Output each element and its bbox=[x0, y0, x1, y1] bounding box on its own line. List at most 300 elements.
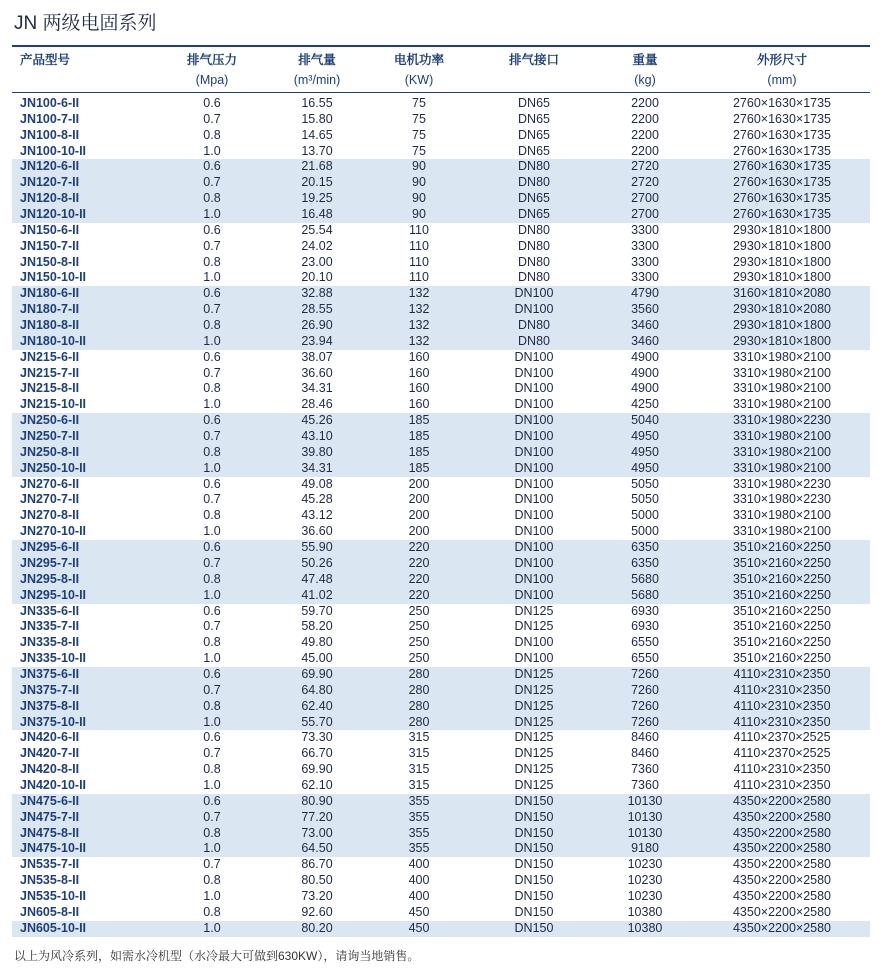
cell-outlet: DN100 bbox=[514, 651, 554, 666]
cell-motor-power: 280 bbox=[408, 666, 430, 681]
cell-dimensions: 3510×2160×2250 bbox=[732, 587, 832, 602]
cell-air-delivery: 21.68 bbox=[301, 159, 333, 174]
cell-model: JN375-7-II bbox=[20, 682, 80, 697]
cell-weight: 3300 bbox=[631, 270, 659, 285]
cell-motor-power: 132 bbox=[408, 318, 430, 333]
cell-motor-power: 355 bbox=[408, 825, 430, 840]
cell-weight: 3300 bbox=[631, 222, 659, 237]
cell-dimensions: 3310×1980×2230 bbox=[732, 492, 832, 507]
cell-model: JN120-7-II bbox=[20, 175, 80, 190]
cell-outlet: DN100 bbox=[514, 286, 554, 301]
table-row bbox=[12, 223, 870, 239]
cell-motor-power: 200 bbox=[408, 492, 430, 507]
cell-motor-power: 315 bbox=[408, 777, 430, 792]
cell-outlet: DN80 bbox=[518, 175, 550, 190]
cell-pressure: 1.0 bbox=[203, 270, 221, 285]
cell-dimensions: 3310×1980×2100 bbox=[732, 365, 832, 380]
cell-pressure: 0.6 bbox=[203, 159, 221, 174]
cell-outlet: DN150 bbox=[514, 888, 554, 903]
table-row bbox=[12, 255, 870, 271]
cell-model: JN270-10-II bbox=[20, 524, 87, 539]
cell-weight: 10230 bbox=[627, 888, 663, 903]
cell-outlet: DN150 bbox=[514, 873, 554, 888]
cell-pressure: 0.6 bbox=[203, 413, 221, 428]
table-row bbox=[12, 112, 870, 128]
cell-weight: 5680 bbox=[631, 587, 659, 602]
cell-weight: 10130 bbox=[627, 809, 663, 824]
header-air-delivery bbox=[267, 50, 367, 90]
cell-model: JN295-8-II bbox=[20, 571, 80, 586]
cell-weight: 2200 bbox=[631, 111, 659, 126]
cell-outlet: DN65 bbox=[518, 111, 550, 126]
cell-outlet: DN100 bbox=[514, 413, 554, 428]
cell-outlet: DN150 bbox=[514, 825, 554, 840]
cell-pressure: 1.0 bbox=[203, 524, 221, 539]
table-row bbox=[12, 746, 870, 762]
cell-weight: 5050 bbox=[631, 476, 659, 491]
cell-pressure: 1.0 bbox=[203, 587, 221, 602]
cell-air-delivery: 69.90 bbox=[301, 666, 333, 681]
table-row bbox=[12, 524, 870, 540]
cell-dimensions: 2760×1630×1735 bbox=[732, 175, 832, 190]
cell-outlet: DN65 bbox=[518, 143, 550, 158]
cell-model: JN100-8-II bbox=[20, 127, 80, 142]
cell-weight: 4950 bbox=[631, 460, 659, 475]
cell-motor-power: 90 bbox=[412, 175, 426, 190]
cell-dimensions: 2760×1630×1735 bbox=[732, 96, 832, 110]
table-row bbox=[12, 350, 870, 366]
cell-motor-power: 315 bbox=[408, 746, 430, 761]
cell-dimensions: 2930×1810×2080 bbox=[732, 302, 832, 317]
cell-dimensions: 4110×2370×2525 bbox=[733, 730, 831, 745]
cell-weight: 6350 bbox=[631, 555, 659, 570]
cell-model: JN605-10-II bbox=[20, 920, 87, 935]
cell-outlet: DN125 bbox=[514, 762, 554, 777]
table-row bbox=[12, 572, 870, 588]
cell-model: JN420-8-II bbox=[20, 762, 80, 777]
cell-outlet: DN100 bbox=[514, 571, 554, 586]
cell-pressure: 0.7 bbox=[203, 238, 221, 253]
cell-weight: 2720 bbox=[631, 175, 659, 190]
cell-model: JN215-6-II bbox=[20, 349, 80, 364]
cell-outlet: DN150 bbox=[514, 793, 554, 808]
cell-pressure: 1.0 bbox=[203, 888, 221, 903]
cell-pressure: 0.6 bbox=[203, 603, 221, 618]
cell-model: JN180-6-II bbox=[20, 286, 80, 301]
cell-dimensions: 2930×1810×1800 bbox=[732, 222, 832, 237]
header-label: 排气量 bbox=[298, 53, 336, 67]
table-row bbox=[12, 477, 870, 493]
cell-air-delivery: 47.48 bbox=[301, 571, 333, 586]
cell-weight: 3460 bbox=[631, 318, 659, 333]
table-row bbox=[12, 318, 870, 334]
cell-outlet: DN80 bbox=[518, 159, 550, 174]
header-pressure bbox=[162, 50, 262, 90]
cell-weight: 6550 bbox=[631, 651, 659, 666]
page-title: JN 两级电固系列 bbox=[14, 13, 157, 34]
cell-outlet: DN150 bbox=[514, 809, 554, 824]
cell-model: JN270-7-II bbox=[20, 492, 80, 507]
cell-dimensions: 3510×2160×2250 bbox=[732, 540, 832, 555]
cell-weight: 4250 bbox=[631, 397, 659, 412]
cell-pressure: 1.0 bbox=[203, 777, 221, 792]
cell-pressure: 0.8 bbox=[203, 762, 221, 777]
cell-motor-power: 355 bbox=[408, 841, 430, 856]
footnote: 以上为风冷系列，如需水冷机型（水冷最大可做到630KW），请询当地销售。 bbox=[14, 949, 420, 963]
cell-pressure: 0.7 bbox=[203, 111, 221, 126]
cell-model: JN150-7-II bbox=[20, 238, 80, 253]
cell-pressure: 0.7 bbox=[203, 809, 221, 824]
cell-dimensions: 2930×1810×1800 bbox=[732, 333, 832, 348]
table-row bbox=[12, 794, 870, 810]
cell-weight: 2200 bbox=[631, 127, 659, 142]
table-row bbox=[12, 96, 870, 112]
cell-pressure: 1.0 bbox=[203, 460, 221, 475]
table-row bbox=[12, 159, 870, 175]
table-header bbox=[12, 50, 870, 93]
cell-weight: 7260 bbox=[631, 666, 659, 681]
cell-air-delivery: 39.80 bbox=[301, 444, 333, 459]
table-row bbox=[12, 921, 870, 937]
cell-air-delivery: 25.54 bbox=[301, 222, 333, 237]
cell-outlet: DN125 bbox=[514, 698, 554, 713]
table-row bbox=[12, 619, 870, 635]
cell-pressure: 0.6 bbox=[203, 349, 221, 364]
cell-dimensions: 4350×2200×2580 bbox=[732, 841, 832, 856]
cell-outlet: DN80 bbox=[518, 333, 550, 348]
cell-outlet: DN100 bbox=[514, 635, 554, 650]
cell-air-delivery: 69.90 bbox=[301, 762, 333, 777]
cell-air-delivery: 62.40 bbox=[301, 698, 333, 713]
cell-model: JN335-6-II bbox=[20, 603, 80, 618]
cell-dimensions: 2930×1810×1800 bbox=[732, 270, 832, 285]
cell-motor-power: 315 bbox=[408, 730, 430, 745]
cell-motor-power: 90 bbox=[412, 207, 426, 222]
cell-model: JN250-8-II bbox=[20, 444, 80, 459]
cell-weight: 10130 bbox=[627, 793, 663, 808]
table-row bbox=[12, 492, 870, 508]
cell-outlet: DN100 bbox=[514, 460, 554, 475]
cell-weight: 5050 bbox=[631, 492, 659, 507]
cell-pressure: 0.6 bbox=[203, 96, 221, 110]
cell-motor-power: 220 bbox=[408, 555, 430, 570]
table-row bbox=[12, 191, 870, 207]
cell-dimensions: 3310×1980×2230 bbox=[732, 413, 832, 428]
cell-outlet: DN100 bbox=[514, 397, 554, 412]
cell-air-delivery: 23.00 bbox=[301, 254, 333, 269]
cell-model: JN420-10-II bbox=[20, 777, 87, 792]
cell-dimensions: 4110×2310×2350 bbox=[733, 666, 831, 681]
cell-motor-power: 185 bbox=[408, 429, 430, 444]
cell-motor-power: 132 bbox=[408, 302, 430, 317]
cell-pressure: 0.8 bbox=[203, 571, 221, 586]
cell-pressure: 0.7 bbox=[203, 746, 221, 761]
header-outlet bbox=[484, 50, 584, 70]
table-row bbox=[12, 286, 870, 302]
cell-pressure: 0.6 bbox=[203, 540, 221, 555]
cell-weight: 7260 bbox=[631, 698, 659, 713]
header-unit: (KW) bbox=[404, 73, 434, 87]
cell-model: JN180-7-II bbox=[20, 302, 80, 317]
cell-air-delivery: 59.70 bbox=[301, 603, 333, 618]
cell-dimensions: 3510×2160×2250 bbox=[732, 619, 832, 634]
cell-air-delivery: 49.80 bbox=[301, 635, 333, 650]
cell-air-delivery: 55.70 bbox=[301, 714, 333, 729]
cell-model: JN150-8-II bbox=[20, 254, 80, 269]
cell-air-delivery: 80.50 bbox=[301, 873, 333, 888]
table-row bbox=[12, 334, 870, 350]
table-row bbox=[12, 397, 870, 413]
cell-dimensions: 4350×2200×2580 bbox=[732, 857, 832, 872]
cell-air-delivery: 32.88 bbox=[301, 286, 333, 301]
cell-motor-power: 110 bbox=[409, 222, 429, 237]
cell-outlet: DN100 bbox=[514, 365, 554, 380]
cell-model: JN100-6-II bbox=[20, 96, 80, 110]
table-row bbox=[12, 826, 870, 842]
cell-pressure: 0.7 bbox=[203, 429, 221, 444]
cell-dimensions: 2760×1630×1735 bbox=[732, 143, 832, 158]
cell-dimensions: 3310×1980×2100 bbox=[732, 508, 832, 523]
cell-pressure: 0.7 bbox=[203, 555, 221, 570]
table-row bbox=[12, 857, 870, 873]
cell-weight: 2200 bbox=[631, 143, 659, 158]
cell-weight: 7360 bbox=[631, 777, 659, 792]
cell-air-delivery: 73.30 bbox=[301, 730, 333, 745]
cell-air-delivery: 45.28 bbox=[301, 492, 333, 507]
cell-air-delivery: 73.20 bbox=[301, 888, 333, 903]
cell-motor-power: 250 bbox=[408, 651, 430, 666]
cell-model: JN120-10-II bbox=[20, 207, 87, 222]
cell-weight: 4900 bbox=[631, 381, 659, 396]
table-row bbox=[12, 841, 870, 857]
cell-dimensions: 3510×2160×2250 bbox=[732, 603, 832, 618]
cell-air-delivery: 64.80 bbox=[301, 682, 333, 697]
cell-model: JN215-8-II bbox=[20, 381, 80, 396]
cell-model: JN375-6-II bbox=[20, 666, 80, 681]
table-row bbox=[12, 508, 870, 524]
cell-motor-power: 132 bbox=[408, 286, 430, 301]
cell-dimensions: 2760×1630×1735 bbox=[732, 127, 832, 142]
cell-motor-power: 160 bbox=[408, 381, 430, 396]
cell-dimensions: 3510×2160×2250 bbox=[732, 555, 832, 570]
cell-weight: 8460 bbox=[631, 730, 659, 745]
cell-pressure: 0.6 bbox=[203, 222, 221, 237]
cell-outlet: DN80 bbox=[518, 254, 550, 269]
cell-weight: 10380 bbox=[627, 904, 663, 919]
cell-outlet: DN100 bbox=[514, 429, 554, 444]
cell-air-delivery: 16.55 bbox=[301, 96, 333, 110]
cell-weight: 6930 bbox=[631, 603, 659, 618]
cell-outlet: DN100 bbox=[514, 349, 554, 364]
cell-motor-power: 200 bbox=[408, 508, 430, 523]
header-unit: (Mpa) bbox=[195, 73, 229, 87]
cell-model: JN250-10-II bbox=[20, 460, 87, 475]
cell-dimensions: 3310×1980×2100 bbox=[732, 524, 832, 539]
cell-pressure: 0.8 bbox=[203, 254, 221, 269]
cell-pressure: 0.7 bbox=[203, 365, 221, 380]
cell-outlet: DN100 bbox=[514, 540, 554, 555]
cell-pressure: 0.8 bbox=[203, 381, 221, 396]
cell-dimensions: 3310×1980×2100 bbox=[732, 349, 832, 364]
cell-outlet: DN100 bbox=[514, 587, 554, 602]
cell-motor-power: 400 bbox=[408, 857, 430, 872]
table-row bbox=[12, 905, 870, 921]
cell-outlet: DN150 bbox=[514, 841, 554, 856]
table-row bbox=[12, 366, 870, 382]
cell-air-delivery: 45.26 bbox=[301, 413, 333, 428]
table-row bbox=[12, 144, 870, 160]
table-row bbox=[12, 715, 870, 731]
cell-outlet: DN125 bbox=[514, 682, 554, 697]
cell-model: JN295-10-II bbox=[20, 587, 87, 602]
cell-weight: 10230 bbox=[627, 873, 663, 888]
cell-air-delivery: 26.90 bbox=[301, 318, 333, 333]
table-row bbox=[12, 889, 870, 905]
cell-pressure: 0.6 bbox=[203, 730, 221, 745]
cell-weight: 4900 bbox=[631, 365, 659, 380]
cell-air-delivery: 19.25 bbox=[301, 191, 333, 206]
table-row bbox=[12, 635, 870, 651]
cell-outlet: DN80 bbox=[518, 238, 550, 253]
cell-pressure: 0.7 bbox=[203, 492, 221, 507]
cell-outlet: DN125 bbox=[514, 746, 554, 761]
cell-weight: 8460 bbox=[631, 746, 659, 761]
cell-weight: 6550 bbox=[631, 635, 659, 650]
cell-dimensions: 4350×2200×2580 bbox=[732, 873, 832, 888]
table-row bbox=[12, 730, 870, 746]
cell-weight: 3460 bbox=[631, 333, 659, 348]
cell-dimensions: 2930×1810×1800 bbox=[732, 238, 832, 253]
cell-pressure: 1.0 bbox=[203, 841, 221, 856]
cell-air-delivery: 80.90 bbox=[301, 793, 333, 808]
cell-motor-power: 250 bbox=[408, 603, 430, 618]
cell-dimensions: 4350×2200×2580 bbox=[732, 920, 832, 935]
cell-motor-power: 185 bbox=[408, 444, 430, 459]
cell-model: JN120-8-II bbox=[20, 191, 80, 206]
cell-air-delivery: 66.70 bbox=[301, 746, 333, 761]
cell-dimensions: 4110×2310×2350 bbox=[733, 698, 831, 713]
header-label: 排气压力 bbox=[186, 53, 237, 67]
cell-model: JN420-7-II bbox=[20, 746, 80, 761]
cell-air-delivery: 16.48 bbox=[301, 207, 333, 222]
cell-pressure: 0.7 bbox=[203, 857, 221, 872]
cell-model: JN335-7-II bbox=[20, 619, 80, 634]
cell-motor-power: 75 bbox=[412, 127, 426, 142]
cell-model: JN120-6-II bbox=[20, 159, 80, 174]
cell-dimensions: 4350×2200×2580 bbox=[732, 825, 832, 840]
cell-weight: 5000 bbox=[631, 524, 659, 539]
cell-model: JN535-8-II bbox=[20, 873, 80, 888]
cell-dimensions: 3310×1980×2230 bbox=[732, 476, 832, 491]
cell-weight: 7360 bbox=[631, 762, 659, 777]
cell-weight: 4950 bbox=[631, 444, 659, 459]
table-row bbox=[12, 540, 870, 556]
cell-dimensions: 4350×2200×2580 bbox=[732, 809, 832, 824]
cell-model: JN150-10-II bbox=[20, 270, 87, 285]
header-unit: (kg) bbox=[634, 73, 656, 87]
cell-air-delivery: 58.20 bbox=[301, 619, 333, 634]
cell-model: JN295-7-II bbox=[20, 555, 80, 570]
cell-dimensions: 3510×2160×2250 bbox=[732, 651, 832, 666]
table-row bbox=[12, 175, 870, 191]
cell-model: JN270-6-II bbox=[20, 476, 80, 491]
cell-motor-power: 160 bbox=[408, 397, 430, 412]
cell-model: JN180-8-II bbox=[20, 318, 80, 333]
cell-outlet: DN65 bbox=[518, 191, 550, 206]
cell-model: JN535-10-II bbox=[20, 888, 87, 903]
table-row bbox=[12, 445, 870, 461]
cell-pressure: 0.6 bbox=[203, 476, 221, 491]
table-row bbox=[12, 667, 870, 683]
cell-motor-power: 75 bbox=[412, 111, 426, 126]
table-row bbox=[12, 810, 870, 826]
cell-model: JN475-8-II bbox=[20, 825, 80, 840]
cell-motor-power: 110 bbox=[409, 254, 429, 269]
cell-motor-power: 220 bbox=[408, 587, 430, 602]
cell-weight: 10130 bbox=[627, 825, 663, 840]
cell-motor-power: 185 bbox=[408, 413, 430, 428]
cell-model: JN535-7-II bbox=[20, 857, 80, 872]
cell-air-delivery: 86.70 bbox=[301, 857, 333, 872]
cell-motor-power: 75 bbox=[412, 96, 426, 110]
cell-pressure: 0.8 bbox=[203, 318, 221, 333]
cell-outlet: DN125 bbox=[514, 666, 554, 681]
cell-air-delivery: 34.31 bbox=[301, 460, 333, 475]
cell-pressure: 0.8 bbox=[203, 444, 221, 459]
cell-dimensions: 2760×1630×1735 bbox=[732, 207, 832, 222]
cell-air-delivery: 49.08 bbox=[301, 476, 333, 491]
cell-outlet: DN80 bbox=[518, 318, 550, 333]
cell-dimensions: 3310×1980×2100 bbox=[732, 429, 832, 444]
cell-model: JN335-10-II bbox=[20, 651, 87, 666]
cell-model: JN475-10-II bbox=[20, 841, 87, 856]
cell-air-delivery: 20.15 bbox=[301, 175, 333, 190]
cell-motor-power: 250 bbox=[408, 635, 430, 650]
cell-air-delivery: 24.02 bbox=[301, 238, 333, 253]
cell-outlet: DN80 bbox=[518, 270, 550, 285]
cell-model: JN420-6-II bbox=[20, 730, 80, 745]
header-label: 电机功率 bbox=[393, 53, 444, 67]
cell-motor-power: 160 bbox=[408, 349, 430, 364]
cell-outlet: DN125 bbox=[514, 619, 554, 634]
cell-motor-power: 355 bbox=[408, 793, 430, 808]
cell-motor-power: 220 bbox=[408, 540, 430, 555]
cell-dimensions: 2930×1810×1800 bbox=[732, 318, 832, 333]
cell-weight: 5680 bbox=[631, 571, 659, 586]
cell-outlet: DN150 bbox=[514, 920, 554, 935]
table-row bbox=[12, 128, 870, 144]
cell-model: JN375-8-II bbox=[20, 698, 80, 713]
header-unit: (m³/min) bbox=[293, 73, 341, 87]
cell-dimensions: 4110×2370×2525 bbox=[733, 746, 831, 761]
cell-model: JN475-7-II bbox=[20, 809, 80, 824]
title-rule bbox=[12, 45, 870, 47]
table-row bbox=[12, 207, 870, 223]
cell-weight: 4950 bbox=[631, 429, 659, 444]
table-row bbox=[12, 239, 870, 255]
cell-model: JN100-10-II bbox=[20, 143, 87, 158]
cell-pressure: 0.8 bbox=[203, 191, 221, 206]
cell-motor-power: 75 bbox=[412, 143, 426, 158]
cell-air-delivery: 92.60 bbox=[301, 904, 333, 919]
cell-motor-power: 185 bbox=[408, 460, 430, 475]
header-model bbox=[20, 50, 140, 70]
cell-pressure: 1.0 bbox=[203, 207, 221, 222]
cell-pressure: 1.0 bbox=[203, 143, 221, 158]
cell-motor-power: 280 bbox=[408, 698, 430, 713]
cell-dimensions: 2760×1630×1735 bbox=[732, 111, 832, 126]
cell-air-delivery: 80.20 bbox=[301, 920, 333, 935]
